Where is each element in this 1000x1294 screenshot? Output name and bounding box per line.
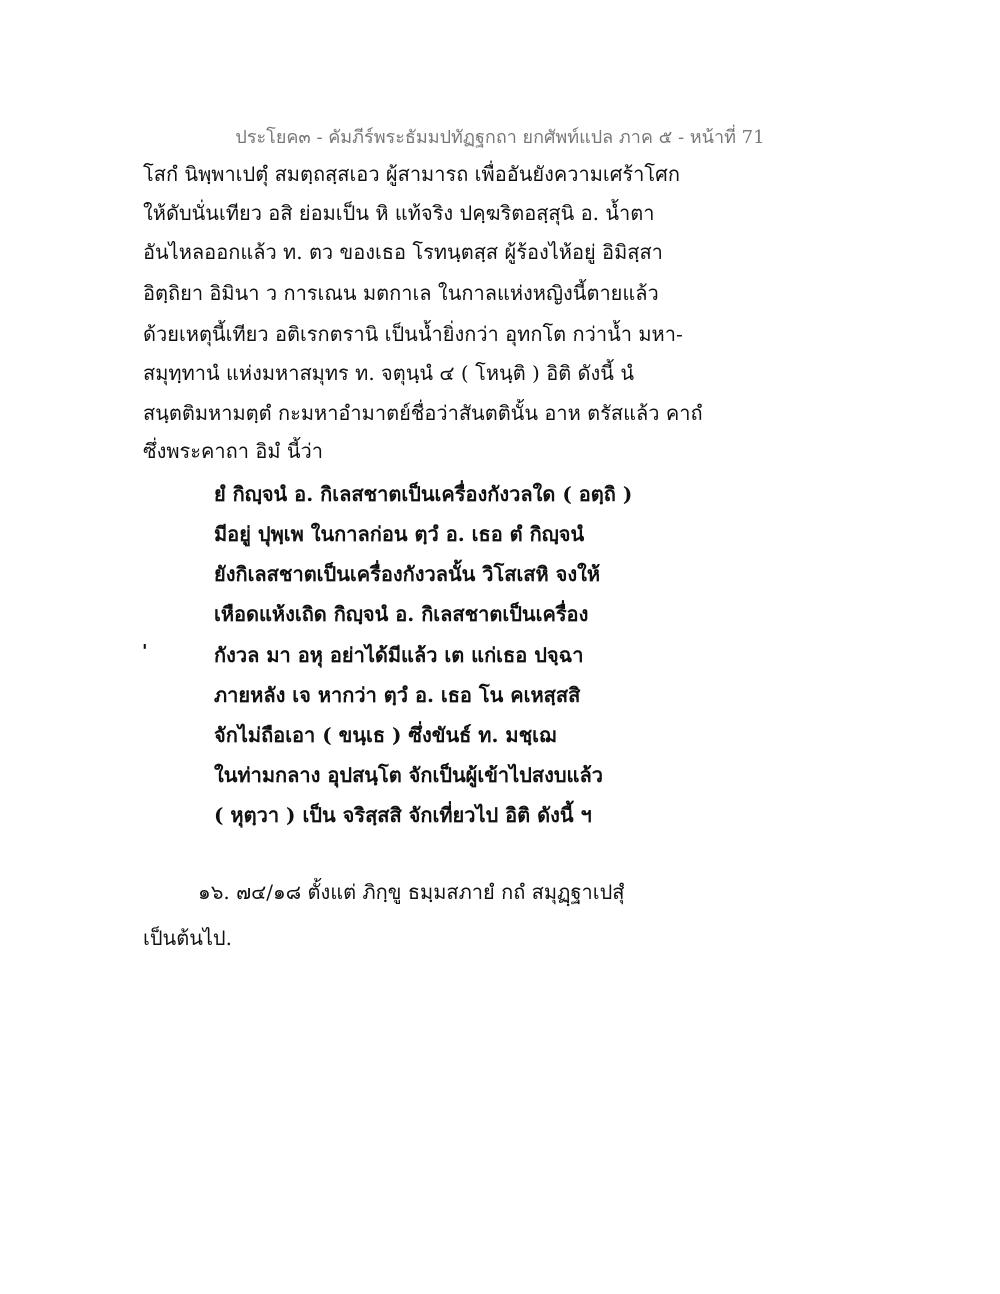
stray-mark: ' (142, 641, 148, 662)
verse-line: จักไม่ถือเอา ( ขนฺเธ ) ซึ่งขันธ์ ท. มชฺเฌ (214, 723, 557, 747)
body-line: สนฺตติมหามตฺตํ กะมหาอำมาตย์ชื่อว่าสันตตินั้น อาห ตรัสแล้ว คาถํ (143, 401, 703, 425)
verse-line: ยํ กิญฺจนํ อ. กิเลสชาตเป็นเครื่องกังวลใด ( อตฺถิ ) (214, 482, 633, 506)
verse-line: ในท่ามกลาง อุปสนฺโต จักเป็นผู้เข้าไปสงบแล้ว (214, 763, 603, 787)
verse-line: มีอยู่ ปุพฺเพ ในกาลก่อน ตฺวํ อ. เธอ ตํ กิญฺจนํ (214, 522, 585, 546)
body-line: อันไหลออกแล้ว ท. ตว ของเธอ โรทนฺตสฺส ผู้ร้องไห้อยู่ อิมิสฺสา (143, 240, 663, 264)
page-header: ประโยค๓ - คัมภีร์พระธัมมปทัฏฐกถา ยกศัพท์แปล ภาค ๕ - หน้าที่ 71 (235, 127, 765, 148)
verse-line: กังวล มา อหุ อย่าได้มีแล้ว เต แก่เธอ ปจฺฉา (214, 643, 584, 667)
body-line: โสกํ นิพฺพาเปตุํ สมตฺถสฺสเอว ผู้สามารถ เพื่ออันยังความเศร้าโศก (143, 162, 680, 186)
footnote-line: ๑๖. ๗๔/๑๘ ตั้งแต่ ภิกฺขู ธมฺมสภายํ กถํ สมุฏฺฐาเปสุํ (198, 880, 625, 904)
verse-line: ภายหลัง เจ หากว่า ตฺวํ อ. เธอ โน คเหสฺสสิ (214, 683, 581, 707)
body-line: ซึ่งพระคาถา อิมํ นี้ว่า (143, 439, 323, 463)
footnote-line: เป็นต้นไป. (143, 926, 232, 950)
body-line: ด้วยเหตุนี้เทียว อติเรกตรานิ เป็นน้ำยิ่งกว่า อุทกโต กว่าน้ำ มหา- (143, 322, 683, 346)
verse-line: ยังกิเลสชาตเป็นเครื่องกังวลนั้น วิโสเสหิ จงให้ (214, 562, 601, 586)
verse-line: เหือดแห้งเถิด กิญฺจนํ อ. กิเลสชาตเป็นเครื่อง (214, 602, 589, 626)
body-line: สมุทฺทานํ แห่งมหาสมุทร ท. จตุนฺนํ ๔ ( โหนฺติ ) อิติ ดังนี้ นํ (143, 361, 635, 385)
body-line: ให้ดับนั่นเทียว อสิ ย่อมเป็น หิ แท้จริง ปคฺฆริตอสฺสุนิ อ. น้ำตา (143, 201, 655, 225)
verse-line: ( หุตฺวา ) เป็น จริสฺสสิ จักเที่ยวไป อิติ ดังนี้ ฯ (214, 803, 592, 827)
body-line: อิตฺถิยา อิมินา ว การเณน มตกาเล ในกาลแห่งหญิงนี้ตายแล้ว (143, 281, 659, 305)
